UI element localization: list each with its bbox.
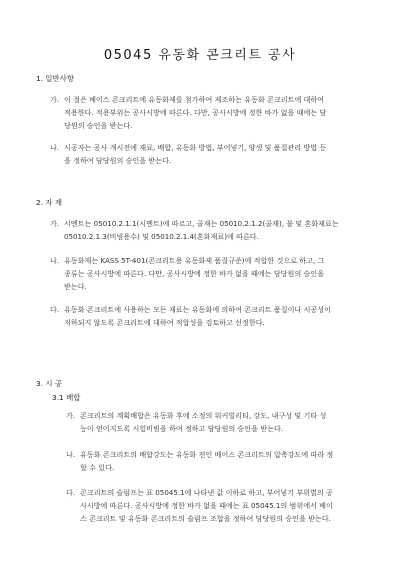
paragraph-2-da — [50, 303, 331, 329]
paragraph-line: 이 절은 베이스 콘크리트에 유동화제를 첨가하여 제조하는 유동화 콘크리트에 대하여 — [64, 95, 325, 104]
paragraph-line: 사시방에 따른다. 공사시방에 정한 바가 없을 때에는 표 05045.1의 범위에서 베이 — [80, 501, 333, 511]
item-marker: 가. — [66, 411, 76, 420]
paragraph-line: 을 정하여 담당원의 승인을 받는다. — [64, 156, 172, 166]
paragraph-line: 유동화제는 KASS 5T-401(콘크리트용 유동화제 품질규준)에 적합한 것으로 하고, 그 — [64, 256, 325, 265]
item-marker: 나. — [50, 256, 60, 265]
item-marker: 나. — [66, 450, 76, 459]
paragraph-line: 콘크리트의 슬럼프는 표 05045.1에 나타낸 값 이하로 하고, 부어넣기 부위별의 공 — [80, 488, 333, 497]
paragraph-line: 능이 얻어지도록 시험비빔을 하여 정하고 담당원의 승인을 받는다. — [80, 424, 284, 434]
paragraph-line: 저하되지 않도록 콘크리트에 대하여 적합성을 검토하고 선정한다. — [64, 318, 265, 328]
paragraph-3-da — [66, 486, 333, 526]
paragraph-3-ga — [66, 409, 326, 435]
item-marker: 다. — [66, 488, 76, 497]
section-heading-materials: 2. 자 재 — [36, 198, 63, 207]
paragraph-line: 당원의 승인을 받는다. — [64, 121, 133, 131]
item-marker: 다. — [50, 305, 60, 314]
paragraph-line: 유동화 콘크리트에 사용하는 모든 재료는 유동화에 의하여 콘크리트 품질이나 시공성이 — [64, 305, 331, 314]
section-heading-general: 1. 일반사항 — [36, 74, 74, 83]
paragraph-line: 받는다. — [64, 282, 87, 292]
paragraph-line: 종류는 공사시방에 따른다. 다만, 공사시방에 정한 바가 없을 때에는 담당원의 승인을 — [64, 269, 325, 279]
paragraph-1-na — [50, 141, 326, 167]
paragraph-3-na — [66, 448, 333, 474]
subsection-heading-mix: 3.1 배합 — [52, 393, 81, 402]
section-heading-construction: 3. 시 공 — [36, 379, 63, 388]
page-title: 05045 유동화 콘크리트 공사 — [103, 48, 297, 63]
paragraph-2-ga — [50, 217, 339, 243]
paragraph-line: 적용한다. 적용부위는 공사시방에 따른다. 다만, 공사시방에 정한 바가 없을 때에는 담 — [64, 108, 327, 118]
paragraph-2-na — [50, 254, 324, 294]
item-marker: 가. — [50, 95, 60, 104]
paragraph-line: 시공자는 공사 개시전에 재료, 배합, 유동화 방법, 부어넣기, 양생 및 품질관리 방법 등 — [64, 143, 327, 152]
paragraph-1-ga — [50, 93, 326, 133]
item-marker: 나. — [50, 143, 60, 152]
paragraph-line: 콘크리트의 계획배합은 유동화 후에 소정의 워커빌리티, 강도, 내구성 및 기타 성 — [80, 411, 327, 420]
paragraph-line: 시멘트는 05010.2.1.1(시멘트)에 따르고, 골재는 05010.2.1.2(골재), 물 및 혼화재료는 — [64, 219, 339, 228]
item-marker: 가. — [50, 219, 60, 228]
paragraph-line: 스 콘크리트 및 유동화 콘크리트의 슬럼프 조합을 정하여 담당원의 승인을 받는다. — [80, 514, 331, 524]
paragraph-line: 05010.2.1.3(비빔용수) 및 05010.2.1.4(혼화재료)에 따른다. — [64, 232, 259, 242]
paragraph-line: 유동화 콘크리트의 배합강도는 유동화 전인 베이스 콘크리트의 압축강도에 따라 정 — [80, 450, 334, 459]
paragraph-line: 할 수 있다. — [80, 463, 115, 473]
